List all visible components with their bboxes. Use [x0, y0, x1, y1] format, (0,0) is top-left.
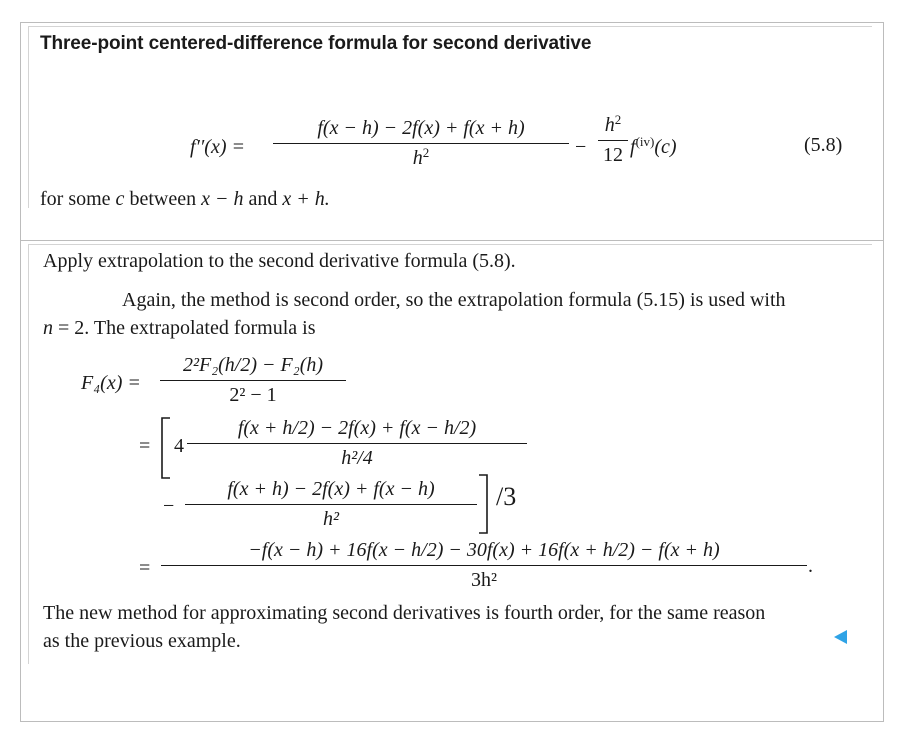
step3-minus: − [163, 495, 175, 517]
step4-denominator: 3h² [471, 569, 497, 591]
step1-denominator: 2² − 1 [229, 384, 277, 406]
left-bracket [159, 416, 173, 480]
extrapolation-step2-fraction [187, 418, 527, 468]
extrapolation-step4-fraction [161, 540, 807, 590]
formula-lhs: f′′(x) = [190, 136, 245, 158]
example-paragraph-line2: n = 2. The extrapolated formula is [43, 317, 316, 339]
formula-fraction-main-denominator: $h^2$ [412, 145, 430, 169]
formula-fraction-main [273, 118, 569, 168]
step3-numerator: f(x + h) − 2f(x) + f(x − h) [227, 478, 435, 500]
right-bracket [476, 473, 490, 535]
end-of-example-marker-icon [834, 630, 847, 644]
divider-middle-inner [28, 244, 872, 245]
step3-denominator: h² [323, 508, 339, 530]
example-paragraph-line1: Again, the method is second order, so the extrapolation formula (5.15) is used with [122, 289, 786, 311]
step2-numerator: f(x + h/2) − 2f(x) + f(x − h/2) [237, 417, 477, 439]
step2-denominator: h²/4 [341, 447, 373, 469]
extrapolation-step3-fraction [185, 479, 477, 529]
divider-middle [20, 240, 884, 241]
step1-numerator: 2²F₂(h/2) − F₂(h) [182, 354, 324, 376]
divider-left-top [28, 26, 29, 208]
equation-number: (5.8) [804, 134, 843, 156]
formula-error-numerator: $h^2$ [604, 112, 622, 136]
step4-equals: = [139, 557, 151, 579]
formula-fourth-derivative: $f^{(iv)}(c)$ [630, 134, 677, 158]
extrapolation-step1-fraction [160, 355, 346, 405]
divider-top [28, 26, 872, 27]
step4-numerator: −f(x − h) + 16f(x − h/2) − 30f(x) + 16f(x + h/2) − f(x + h) [248, 539, 720, 561]
formula-fraction-main-numerator: f(x − h) − 2f(x) + f(x + h) [317, 117, 525, 139]
formula-error-denominator: 12 [603, 144, 623, 166]
extrapolated-lhs: F₄(x) = [81, 372, 141, 394]
step2-equals: = [139, 435, 151, 457]
step4-period: . [808, 555, 813, 577]
example-intro: Apply extrapolation to the second derivative formula (5.8). [43, 250, 516, 272]
formula-title: Three-point centered-difference formula for second derivative [40, 33, 592, 54]
step3-divide-three: /3 [496, 482, 517, 511]
formula-error-fraction [598, 112, 628, 166]
example-conclusion-line2: as the previous example. [43, 630, 241, 652]
formula-footnote: for some c between x − h and x + h. [40, 188, 330, 210]
example-conclusion-line1: The new method for approximating second derivatives is fourth order, for the same reason [43, 602, 766, 624]
formula-minus: − [575, 136, 587, 158]
divider-left-bottom [28, 244, 29, 664]
step2-coefficient: 4 [174, 435, 184, 457]
